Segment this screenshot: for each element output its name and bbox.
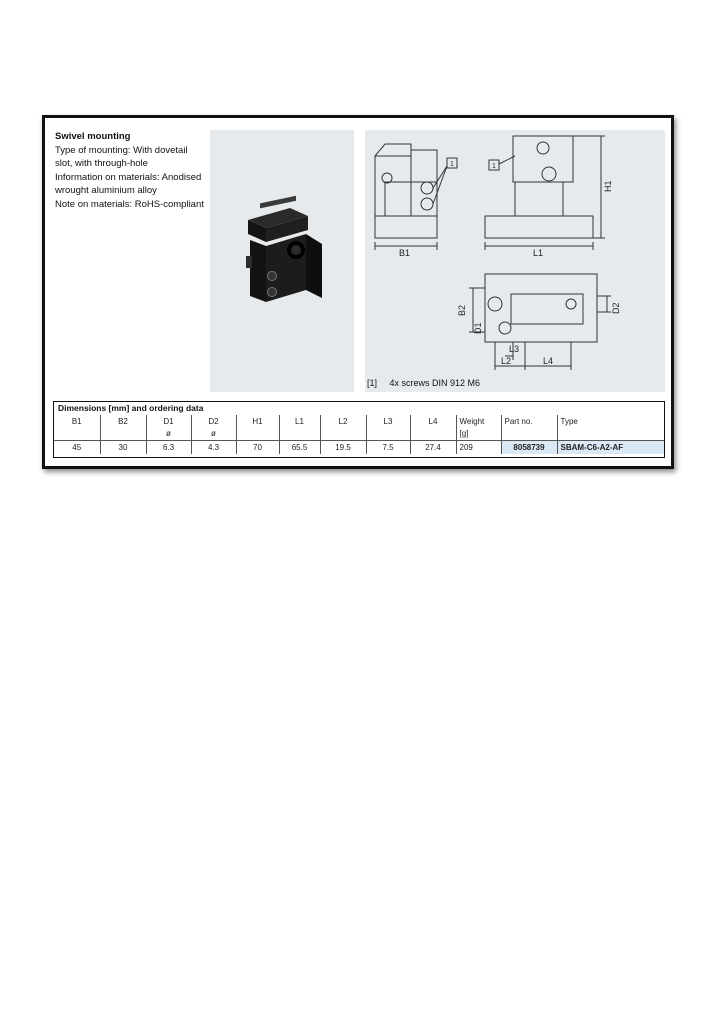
- product-info: [55, 130, 205, 211]
- callout-label-side: 1: [492, 163, 496, 170]
- cell-l3: 7.5: [366, 441, 410, 455]
- unit-row: [54, 428, 664, 441]
- unit-l3: [366, 428, 410, 441]
- swivel-mounting-image: [210, 130, 354, 392]
- header-h1: H1: [236, 415, 279, 428]
- front-view-base: [375, 216, 437, 238]
- type-of-mounting: Type of mounting: With dovetail slot, with through-hole: [55, 144, 188, 169]
- callout-label-front: 1: [450, 161, 454, 168]
- product-sheet: [42, 115, 674, 469]
- cell-weight: 209: [456, 441, 501, 455]
- dim-d1: D1: [473, 322, 483, 334]
- header-part-no: Part no.: [501, 415, 557, 428]
- ordering-table-box: [53, 401, 665, 458]
- cell-l2: 19.5: [320, 441, 366, 455]
- unit-type: [557, 428, 664, 441]
- information-on-materials: Information on materials: Anodised wrought aluminium alloy: [55, 171, 202, 196]
- dim-l3: L3: [509, 344, 520, 354]
- dim-l1: L1: [533, 248, 544, 258]
- dimension-drawing: [365, 130, 665, 392]
- unit-d2: ø: [191, 428, 236, 441]
- table-title: Dimensions [mm] and ordering data: [58, 403, 204, 413]
- cell-part-no[interactable]: 8058739: [501, 441, 557, 455]
- header-type: Type: [557, 415, 664, 428]
- unit-part-no: [501, 428, 557, 441]
- table-row: [54, 441, 664, 455]
- ordering-table: [54, 415, 664, 454]
- header-d1: D1: [146, 415, 191, 428]
- header-l4: L4: [410, 415, 456, 428]
- unit-weight: [g]: [456, 428, 501, 441]
- header-row: [54, 415, 664, 428]
- side-view-base: [485, 216, 593, 238]
- header-l1: L1: [279, 415, 320, 428]
- product-title: Swivel mounting: [55, 131, 131, 142]
- footnote-text: 4x screws DIN 912 M6: [389, 378, 481, 388]
- footnote-number: [1]: [367, 378, 378, 388]
- cell-l4: 27.4: [410, 441, 456, 455]
- footnote: [367, 378, 480, 388]
- dim-b1: B1: [399, 248, 411, 258]
- header-d2: D2: [191, 415, 236, 428]
- header-l2: L2: [320, 415, 366, 428]
- header-b1: B1: [71, 417, 82, 426]
- unit-b2: [100, 428, 146, 441]
- top-view-outline: [485, 274, 597, 342]
- dim-l4: L4: [543, 356, 554, 366]
- dim-d2: D2: [611, 302, 621, 314]
- dim-l2: L2: [501, 356, 512, 366]
- unit-d1: ø: [146, 428, 191, 441]
- dim-h1: H1: [603, 180, 613, 192]
- header-b2: B2: [100, 415, 146, 428]
- cell-type[interactable]: SBAM-C6-A2-AF: [557, 441, 664, 455]
- cell-h1: 70: [236, 441, 279, 455]
- cell-b1: 45: [54, 441, 100, 455]
- header-weight: Weight: [456, 415, 501, 428]
- dim-b2: B2: [457, 304, 467, 316]
- product-photo: [210, 130, 354, 392]
- header-l3: L3: [366, 415, 410, 428]
- cell-l1: 65.5: [279, 441, 320, 455]
- cell-d1: 6.3: [146, 441, 191, 455]
- unit-l4: [410, 428, 456, 441]
- technical-drawings: [365, 130, 665, 392]
- unit-l1: [279, 428, 320, 441]
- unit-b1: [54, 428, 100, 441]
- unit-h1: [236, 428, 279, 441]
- cell-d2: 4.3: [191, 441, 236, 455]
- cell-b2: 30: [100, 441, 146, 455]
- unit-l2: [320, 428, 366, 441]
- note-on-materials: Note on materials: RoHS-compliant: [55, 198, 204, 210]
